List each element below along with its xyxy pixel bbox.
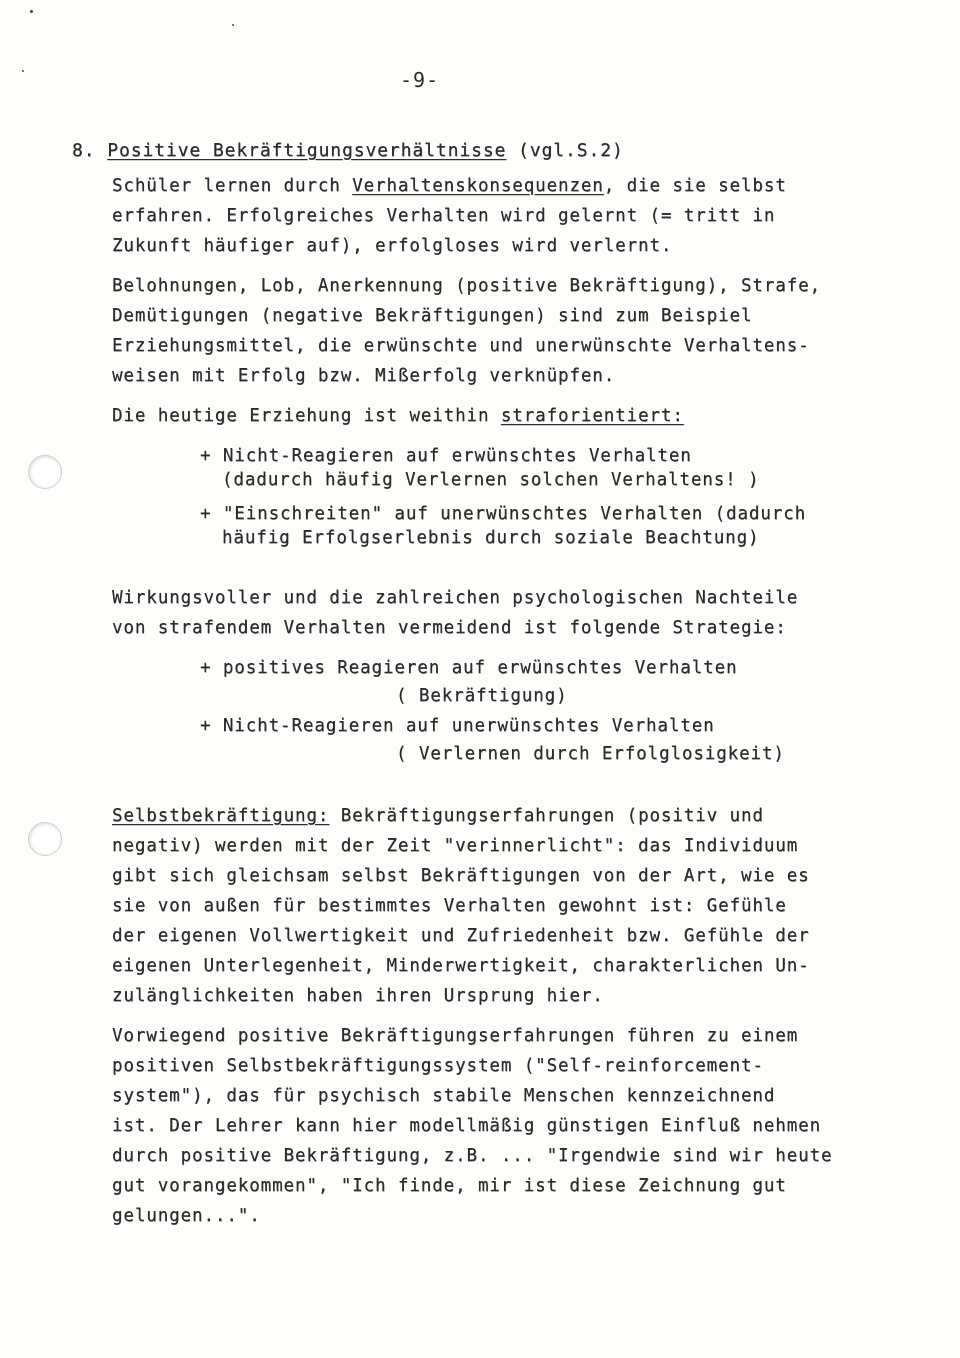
bullet-continuation: ( Bekräftigung) — [396, 686, 568, 706]
text-line: Belohnungen, Lob, Anerkennung (positive Bekräftigung), Strafe, — [112, 276, 822, 296]
bullet-item: + Nicht-Reagieren auf erwünschtes Verhalten — [200, 446, 692, 466]
section-number: 8. — [72, 140, 96, 161]
text-line: Demütigungen (negative Bekräftigungen) sind zum Beispiel — [112, 306, 753, 326]
bullet-continuation: (dadurch häufig Verlernen solchen Verhaltens! ) — [222, 470, 760, 490]
text-line: von strafendem Verhalten vermeidend ist folgende Strategie: — [112, 618, 787, 638]
text-line: Die heutige Erziehung ist weithin straforientiert: — [112, 406, 684, 426]
text-line: Selbstbekräftigung: Bekräftigungserfahrungen (positiv und — [112, 806, 764, 826]
text-line: negativ) werden mit der Zeit "verinnerlicht": das Individuum — [112, 836, 799, 856]
underlined-term: Verhaltenskonsequenzen — [352, 176, 604, 196]
speck — [232, 24, 234, 26]
text-line: der eigenen Vollwertigkeit und Zufriedenheit bzw. Gefühle der — [112, 926, 810, 946]
text-line: Erziehungsmittel, die erwünschte und unerwünschte Verhaltens- — [112, 336, 810, 356]
bullet-continuation: ( Verlernen durch Erfolglosigkeit) — [396, 744, 785, 764]
text-line: Schüler lernen durch Verhaltenskonsequenzen, die sie selbst — [112, 176, 787, 196]
text-line: positiven Selbstbekräftigungssystem ("Self-reinforcement- — [112, 1056, 764, 1076]
page-number: -9- — [400, 68, 440, 92]
text-line: Vorwiegend positive Bekräftigungserfahrungen führen zu einem — [112, 1026, 799, 1046]
text-line: Zukunft häufiger auf), erfolgloses wird verlernt. — [112, 236, 673, 256]
text-line: erfahren. Erfolgreiches Verhalten wird gelernt (= tritt in — [112, 206, 776, 226]
underlined-term: straforientiert: — [500, 406, 684, 426]
punch-hole — [28, 822, 62, 856]
text-line: durch positive Bekräftigung, z.B. ... "Irgendwie sind wir heute — [112, 1146, 833, 1166]
text-line: Wirkungsvoller und die zahlreichen psychologischen Nachteile — [112, 588, 799, 608]
text-line: zulänglichkeiten haben ihren Ursprung hier. — [112, 986, 604, 1006]
text-line: gibt sich gleichsam selbst Bekräftigungen von der Art, wie es — [112, 866, 810, 886]
speck — [22, 70, 24, 72]
bullet-item: + positives Reagieren auf erwünschtes Verhalten — [200, 658, 738, 678]
speck — [30, 10, 33, 13]
bullet-item: + Nicht-Reagieren auf unerwünschtes Verhalten — [200, 716, 715, 736]
bullet-continuation: häufig Erfolgserlebnis durch soziale Beachtung) — [222, 528, 760, 548]
text-line: ist. Der Lehrer kann hier modellmäßig günstigen Einfluß nehmen — [112, 1116, 822, 1136]
section-heading — [72, 140, 624, 161]
text-line: sie von außen für bestimmtes Verhalten gewohnt ist: Gefühle — [112, 896, 787, 916]
underlined-term: Selbstbekräftigung: — [112, 806, 330, 826]
text-line: gut vorangekommen", "Ich finde, mir ist diese Zeichnung gut — [112, 1176, 787, 1196]
bullet-item: + "Einschreiten" auf unerwünschtes Verhalten (dadurch — [200, 504, 807, 524]
punch-hole — [28, 455, 62, 489]
text-line: system"), das für psychisch stabile Menschen kennzeichnend — [112, 1086, 776, 1106]
section-reference: (vgl.S.2) — [518, 140, 624, 161]
text-line: gelungen...". — [112, 1206, 261, 1226]
text-line: eigenen Unterlegenheit, Minderwertigkeit, charakterlichen Un- — [112, 956, 810, 976]
text-line: weisen mit Erfolg bzw. Mißerfolg verknüpfen. — [112, 366, 616, 386]
section-title: Positive Bekräftigungsverhältnisse — [107, 140, 507, 161]
